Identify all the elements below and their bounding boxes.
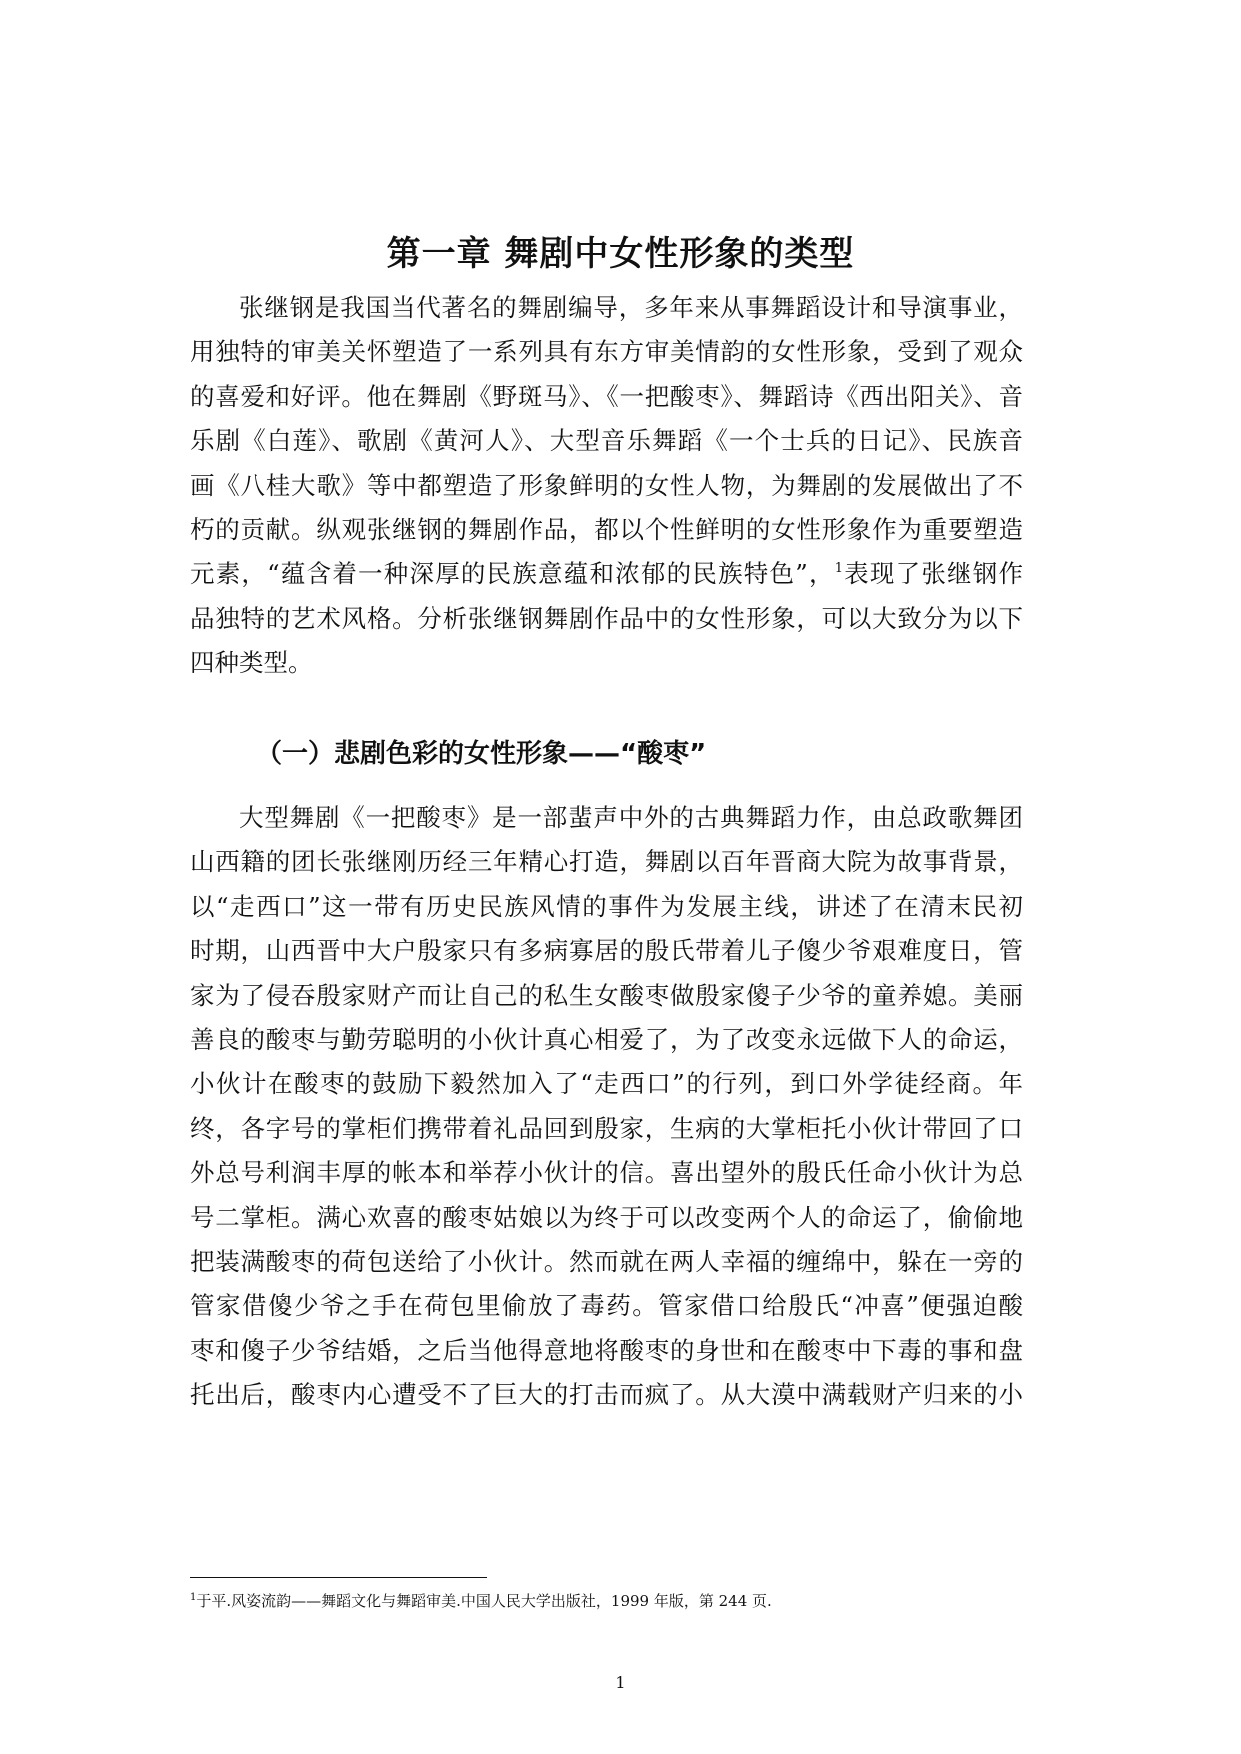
intro-paragraph xyxy=(190,286,1023,686)
paragraph-line: 托出后，酸枣内心遭受不了巨大的打击而疯了。从大漠中满载财产归来的小 xyxy=(190,1380,1023,1410)
paragraph-line: 时期，山西晋中大户殷家只有多病寡居的殷氏带着儿子傻少爷艰难度日，管 xyxy=(190,936,1023,966)
footnote-separator xyxy=(190,1577,487,1578)
paragraph-line: 四种类型。 xyxy=(190,648,313,678)
footnote-number: 1 xyxy=(190,1592,197,1603)
footnote xyxy=(190,1590,772,1611)
paragraph-line: 枣和傻子少爷结婚，之后当他得意地将酸枣的身世和在酸枣中下毒的事和盘 xyxy=(190,1335,1023,1365)
paragraph-line: 善良的酸枣与勤劳聪明的小伙计真心相爱了，为了改变永远做下人的命运， xyxy=(190,1025,1023,1055)
paragraph-line: 把装满酸枣的荷包送给了小伙计。然而就在两人幸福的缠绵中，躲在一旁的 xyxy=(190,1247,1023,1277)
paragraph-line: 管家借傻少爷之手在荷包里偷放了毒药。管家借口给殷氏“冲喜”便强迫酸 xyxy=(190,1291,1023,1321)
paragraph-line: 张继钢是我国当代著名的舞剧编导，多年来从事舞蹈设计和导演事业， xyxy=(239,293,1023,322)
section-paragraph xyxy=(190,796,1023,1418)
paragraph-line: 外总号利润丰厚的帐本和举荐小伙计的信。喜出望外的殷氏任命小伙计为总 xyxy=(190,1158,1023,1188)
paragraph-line: 小伙计在酸枣的鼓励下毅然加入了“走西口”的行列，到口外学徒经商。年 xyxy=(190,1069,1023,1099)
page-number: 1 xyxy=(615,1673,626,1692)
paragraph-line: 号二掌柜。满心欢喜的酸枣姑娘以为终于可以改变两个人的命运了，偷偷地 xyxy=(190,1202,1023,1232)
paragraph-line: 画《八桂大歌》等中都塑造了形象鲜明的女性人物，为舞剧的发展做出了不 xyxy=(190,470,1023,500)
quote-continuation: 表现了张继钢作 xyxy=(842,559,1023,589)
paragraph-line: 大型舞剧《一把酸枣》是一部蜚声中外的古典舞蹈力作，由总政歌舞团 xyxy=(239,803,1023,832)
paragraph-line: 用独特的审美关怀塑造了一系列具有东方审美情韵的女性形象，受到了观众 xyxy=(190,337,1023,367)
paragraph-line: 终，各字号的掌柜们携带着礼品回到殷家，生病的大掌柜托小伙计带回了口 xyxy=(190,1113,1023,1143)
footnote-text: 于平.风姿流韵——舞蹈文化与舞蹈审美.中国人民大学出版社，1999 年版，第 244 页. xyxy=(196,1592,772,1610)
paragraph-line: 家为了侵吞殷家财产而让自己的私生女酸枣做殷家傻子少爷的童养媳。美丽 xyxy=(190,980,1023,1010)
footnote-reference[interactable]: 1 xyxy=(834,561,843,577)
chapter-title: 第一章 舞剧中女性形象的类型 xyxy=(386,234,855,274)
paragraph-line: 品独特的艺术风格。分析张继钢舞剧作品中的女性形象，可以大致分为以下 xyxy=(190,603,1023,633)
paragraph-line: 乐剧《白莲》、歌剧《黄河人》、大型音乐舞蹈《一个士兵的日记》、民族音 xyxy=(190,426,1023,456)
paragraph-line xyxy=(190,552,1023,596)
quote-text: 元素，“蕴含着一种深厚的民族意蕴和浓郁的民族特色”， xyxy=(190,559,835,589)
paragraph-line: 朽的贡献。纵观张继钢的舞剧作品，都以个性鲜明的女性形象作为重要塑造 xyxy=(190,515,1023,545)
paragraph-line: 的喜爱和好评。他在舞剧《野斑马》、《一把酸枣》、舞蹈诗《西出阳关》、音 xyxy=(190,381,1023,411)
section-heading: （一）悲剧色彩的女性形象——“酸枣” xyxy=(256,739,707,769)
paragraph-line: 山西籍的团长张继刚历经三年精心打造，舞剧以百年晋商大院为故事背景， xyxy=(190,847,1023,877)
paragraph-line: 以“走西口”这一带有历史民族风情的事件为发展主线，讲述了在清末民初 xyxy=(190,891,1023,921)
